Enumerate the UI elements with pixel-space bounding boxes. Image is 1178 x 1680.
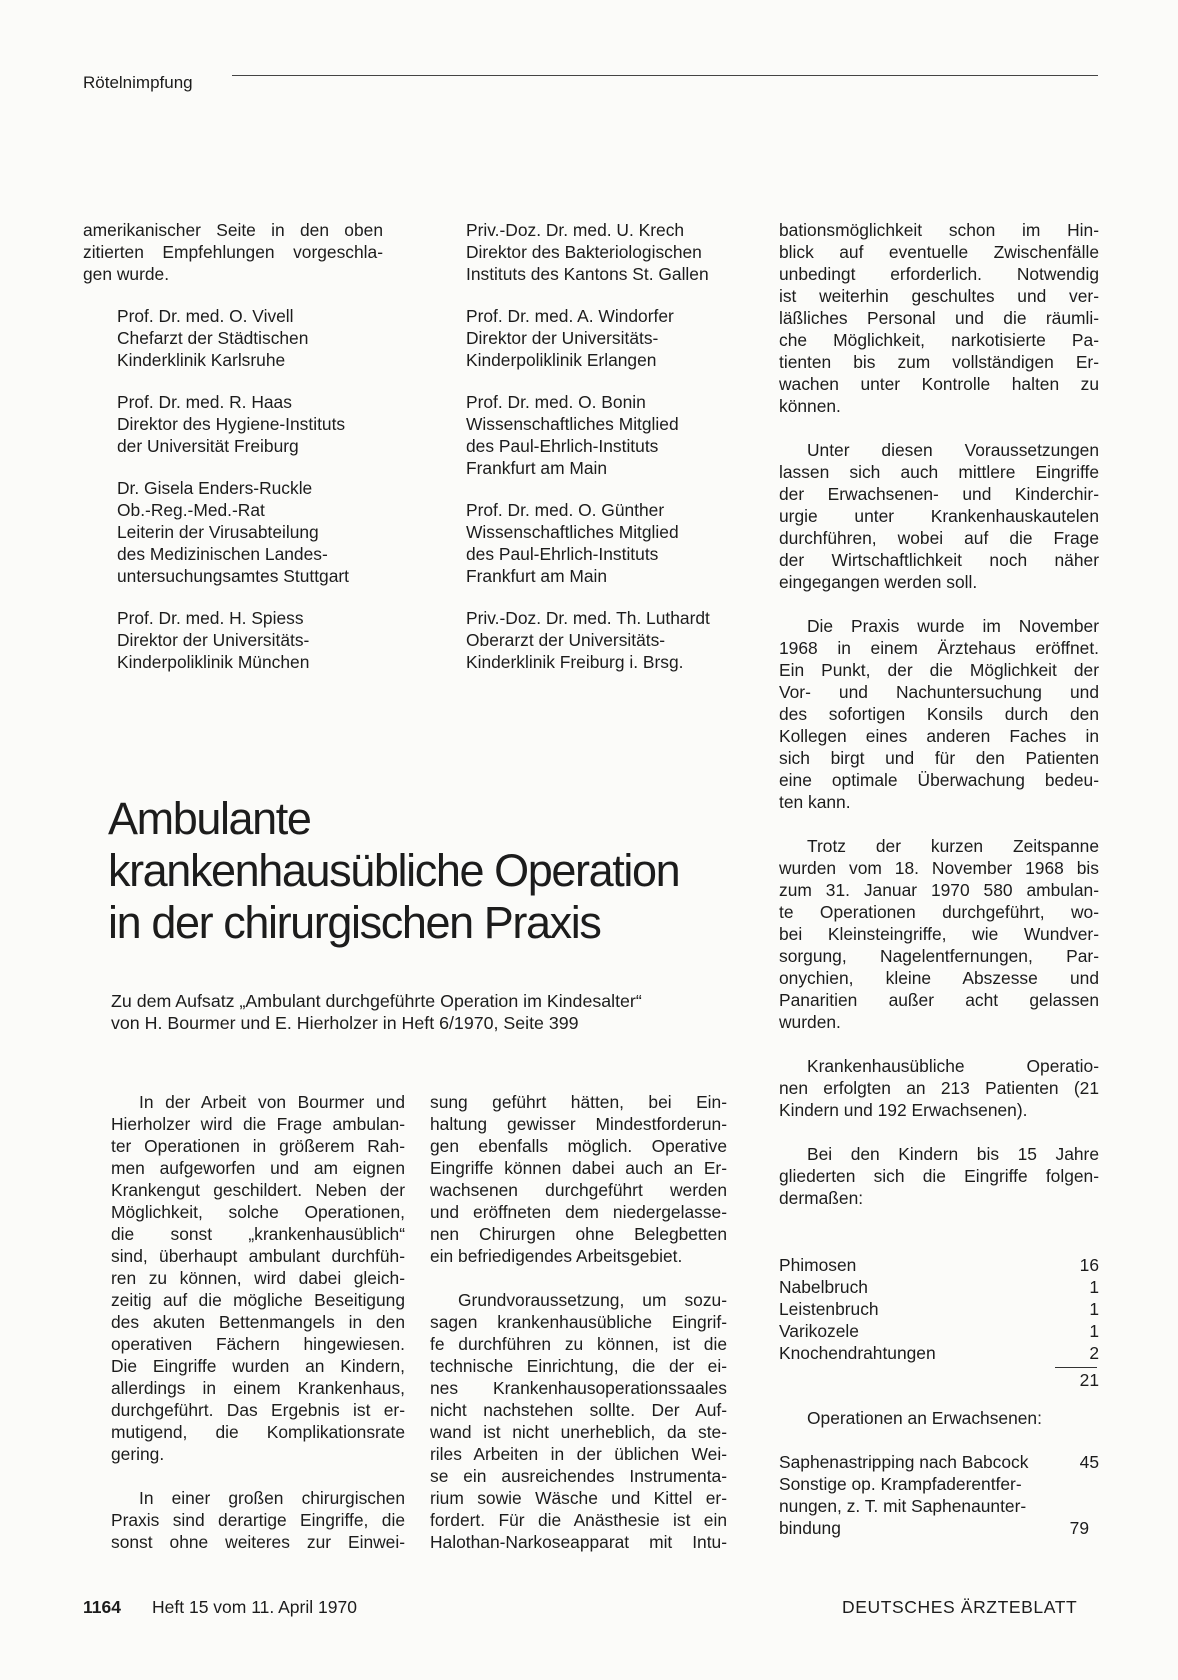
table-label: Varikozele	[779, 1321, 859, 1341]
table-row	[779, 1451, 1099, 1473]
text-line: sorgung, Nagelentfernungen, Par-	[779, 946, 1099, 966]
table-label: Phimosen	[779, 1255, 857, 1275]
table-row	[779, 1517, 1099, 1539]
signatory-block	[466, 607, 756, 673]
signatory-line: Kinderklinik Freiburg i. Brsg.	[466, 652, 684, 672]
text-line: Krankengut geschildert. Neben der	[111, 1180, 405, 1200]
signatory-line: Leiterin der Virusabteilung	[117, 522, 319, 542]
adults-heading: Operationen an Erwachsenen:	[807, 1408, 1042, 1428]
signatory-line: Kinderpoliklinik München	[117, 652, 310, 672]
text-line: blick auf eventuelle Zwischenfälle	[779, 242, 1099, 262]
text-line: In der Arbeit von Bourmer und	[139, 1092, 405, 1112]
text-line: sich birgt und für den Patienten	[779, 748, 1099, 768]
table-value: 16	[1079, 1255, 1099, 1275]
col3-body	[779, 219, 1099, 1209]
text-line: Eingriffe können dabei auch an Er-	[430, 1158, 727, 1178]
text-line: technische Einrichtung, die der ei-	[430, 1356, 727, 1376]
title-line: in der chirurgischen Praxis	[108, 897, 601, 948]
adults-list	[779, 1451, 1099, 1539]
table-value: 79	[1069, 1518, 1089, 1538]
paragraph	[430, 1289, 727, 1553]
signatory-line: Kinderpoliklinik Erlangen	[466, 350, 657, 370]
text-line: durchgeführt. Das Ergebnis ist er-	[111, 1400, 405, 1420]
signatory-block	[83, 607, 383, 673]
table-label: bindung	[779, 1518, 841, 1538]
table-label: Knochendrahtungen	[779, 1343, 936, 1363]
text-line: gen ebenfalls möglich. Operative	[430, 1136, 727, 1156]
text-line: fordert. Für die Anästhesie ist ein	[430, 1510, 727, 1530]
text-line: Grundvoraussetzung, um sozu-	[458, 1290, 727, 1310]
text-line: der Wirtschaftlichkeit noch näher	[779, 550, 1099, 570]
journal-name: DEUTSCHES ÄRZTEBLATT	[842, 1597, 1078, 1617]
signatory-line: Chefarzt der Städtischen	[117, 328, 309, 348]
signatory-block	[466, 391, 756, 479]
text-line: sung geführt hätten, bei Ein-	[430, 1092, 727, 1112]
signatory-line: Direktor der Universitäts-	[117, 630, 310, 650]
sum-rule	[1055, 1367, 1097, 1368]
text-line: die sonst „krankenhausüblich“	[111, 1224, 405, 1244]
text-line: nen erfolgten an 213 Patienten (21	[779, 1078, 1099, 1098]
text-line: ein befriedigendes Arbeitsgebiet.	[430, 1246, 683, 1266]
issue-info: Heft 15 vom 11. April 1970	[152, 1597, 357, 1617]
text-line: fe durchführen zu können, ist die	[430, 1334, 727, 1354]
paragraph	[779, 439, 1099, 593]
text-line: Unter diesen Voraussetzungen	[807, 440, 1099, 460]
paragraph	[779, 1055, 1099, 1121]
text-line: gen wurde.	[83, 264, 170, 284]
text-line: der Erwachsenen- und Kinderchir-	[779, 484, 1099, 504]
text-line: tienten bis zum vollständigen Er-	[779, 352, 1099, 372]
table-label: nungen, z. T. mit Saphenaunter-	[779, 1496, 1027, 1516]
text-line: mutigend, die Komplikationsrate	[111, 1422, 405, 1442]
text-line: Krankenhausübliche Operatio-	[807, 1056, 1099, 1076]
text-line: Vor- und Nachuntersuchung und	[779, 682, 1099, 702]
text-line: und eröffneten dem niedergelasse-	[430, 1202, 727, 1222]
table-label: Nabelbruch	[779, 1277, 868, 1297]
text-line: Halothan-Narkoseapparat mit Intu-	[430, 1532, 727, 1552]
text-line: bationsmöglichkeit schon im Hin-	[779, 220, 1099, 240]
signatory-block	[83, 305, 383, 371]
text-line: che Möglichkeit, narkotisierte Pa-	[779, 330, 1099, 350]
text-line: Panaritien außer acht gelassen	[779, 990, 1099, 1010]
text-line: se ein ausreichendes Instrumenta-	[430, 1466, 727, 1486]
text-line: wachsenen durchgeführt werden	[430, 1180, 727, 1200]
article-subtitle	[111, 990, 751, 1034]
paragraph	[430, 1091, 727, 1267]
text-line: te Operationen durchgeführt, wo-	[779, 902, 1099, 922]
signatory-line: des Paul-Ehrlich-Instituts	[466, 544, 659, 564]
text-line: Ein Punkt, der die Möglichkeit der	[779, 660, 1099, 680]
text-line: unbedingt erforderlich. Notwendig	[779, 264, 1099, 284]
text-line: In einer großen chirurgischen	[139, 1488, 405, 1508]
text-line: 1968 in einem Ärztehaus eröffnet.	[779, 638, 1099, 658]
text-line: sonst ohne weiteres zur Einwei-	[111, 1532, 405, 1552]
table-row	[779, 1254, 1099, 1276]
text-line: wand ist nicht unerheblich, da ste-	[430, 1422, 727, 1442]
text-line: können.	[779, 396, 841, 416]
text-line: gering.	[111, 1444, 165, 1464]
signatory-line: Prof. Dr. med. O. Bonin	[466, 392, 646, 412]
paragraph	[111, 1091, 405, 1465]
text-line: nes Krankenhausoperationssaales	[430, 1378, 727, 1398]
header-rule	[232, 75, 1098, 76]
col2-body	[430, 1091, 727, 1553]
signatory-line: Prof. Dr. med. A. Windorfer	[466, 306, 674, 326]
table-label: Sonstige op. Krampfaderentfer-	[779, 1474, 1022, 1494]
text-line: wurden vom 18. November 1968 bis	[779, 858, 1099, 878]
text-line: nen Chirurgen ohne Belegbetten	[430, 1224, 727, 1244]
text-line: riles Arbeiten in der üblichen Wei-	[430, 1444, 727, 1464]
table-value: 45	[1079, 1452, 1099, 1472]
text-line: Hierholzer wird die Frage ambulan-	[111, 1114, 405, 1134]
signatory-line: des Medizinischen Landes-	[117, 544, 328, 564]
text-line: ten kann.	[779, 792, 851, 812]
text-line: zitierten Empfehlungen vorgeschla-	[83, 242, 383, 262]
text-line: Möglichkeit, solche Operationen,	[111, 1202, 405, 1222]
article-title	[108, 793, 748, 949]
running-head: Rötelnimpfung	[83, 73, 193, 92]
signatory-line: Direktor des Bakteriologischen	[466, 242, 702, 262]
signatory-line: Wissenschaftliches Mitglied	[466, 522, 679, 542]
signatory-line: der Universität Freiburg	[117, 436, 299, 456]
table-row	[779, 1473, 1099, 1495]
text-line: Kindern und 192 Erwachsenen).	[779, 1100, 1028, 1120]
text-line: amerikanischer Seite in den oben	[83, 220, 383, 240]
signatory-line: Direktor der Universitäts-	[466, 328, 659, 348]
text-line: durchführen, wobei auf die Frage	[779, 528, 1099, 548]
signatory-line: Oberarzt der Universitäts-	[466, 630, 666, 650]
table-row	[779, 1342, 1099, 1364]
table-value: 1	[1089, 1321, 1099, 1341]
text-line: läßliches Personal und die räumli-	[779, 308, 1099, 328]
text-line: ter Operationen in größerem Rah-	[111, 1136, 405, 1156]
title-line: krankenhausübliche Operation	[108, 845, 680, 896]
table-label: Leistenbruch	[779, 1299, 879, 1319]
text-line: wachen unter Kontrolle halten zu	[779, 374, 1099, 394]
signatory-block	[83, 391, 383, 457]
signatory-line: Instituts des Kantons St. Gallen	[466, 264, 709, 284]
text-line: Die Eingriffe wurden an Kindern,	[111, 1356, 405, 1376]
page-number: 1164	[83, 1597, 121, 1617]
table-row	[779, 1298, 1099, 1320]
children-operations-table	[779, 1254, 1099, 1539]
table-label: Saphenastripping nach Babcock	[779, 1452, 1029, 1472]
text-line: gliederten sich die Eingriffe folgen-	[779, 1166, 1099, 1186]
text-line: wurden.	[779, 1012, 841, 1032]
text-line: Praxis sind derartige Eingriffe, die	[111, 1510, 405, 1530]
table-row	[779, 1495, 1099, 1517]
text-line: Kollegen eines anderen Faches in	[779, 726, 1099, 746]
signatory-block	[83, 477, 383, 587]
signatory-line: Frankfurt am Main	[466, 566, 608, 586]
text-line: sagen krankenhausübliche Eingrif-	[430, 1312, 727, 1332]
signatory-line: untersuchungsamtes Stuttgart	[117, 566, 350, 586]
paragraph	[111, 1487, 405, 1553]
table-value: 1	[1089, 1299, 1099, 1319]
table-value: 2	[1089, 1343, 1099, 1363]
table-row	[779, 1276, 1099, 1298]
title-line: Ambulante	[108, 793, 311, 844]
signatory-line: Prof. Dr. med. O. Vivell	[117, 306, 294, 326]
text-line: Trotz der kurzen Zeitspanne	[807, 836, 1099, 856]
signatory-block	[466, 219, 756, 285]
table-row	[779, 1320, 1099, 1342]
text-line: rium sowie Wäsche und Kittel er-	[430, 1488, 727, 1508]
signatory-block	[466, 499, 756, 587]
text-line: onychien, kleine Abszesse und	[779, 968, 1099, 988]
text-line: men aufgeworfen und am eignen	[111, 1158, 405, 1178]
text-line: des akuten Bettenmangels in den	[111, 1312, 405, 1332]
signatory-line: Priv.-Doz. Dr. med. Th. Luthardt	[466, 608, 710, 628]
subtitle-line: von H. Bourmer und E. Hierholzer in Heft 6/1970, Seite 399	[111, 1013, 579, 1033]
col1-body	[111, 1091, 405, 1553]
text-line: nicht nachstehen sollte. Der Auf-	[430, 1400, 727, 1420]
paragraph	[779, 835, 1099, 1033]
col2-top	[466, 219, 756, 673]
text-line: bei Kleinsteingriffe, wie Wundver-	[779, 924, 1099, 944]
text-line: zeitig auf die mögliche Beseitigung	[111, 1290, 405, 1310]
signatory-block	[466, 305, 756, 371]
text-line: ist weiterhin geschultes und ver-	[779, 286, 1099, 306]
signatory-line: Prof. Dr. med. H. Spiess	[117, 608, 304, 628]
text-line: sind, überhaupt ambulant durchfüh-	[111, 1246, 405, 1266]
text-line: operativen Fächern hingewiesen.	[111, 1334, 405, 1354]
paragraph	[779, 219, 1099, 417]
text-line: dermaßen:	[779, 1188, 864, 1208]
signatory-line: Prof. Dr. med. O. Günther	[466, 500, 665, 520]
text-line: Die Praxis wurde im November	[807, 616, 1099, 636]
table-value: 1	[1089, 1277, 1099, 1297]
signatory-line: Prof. Dr. med. R. Haas	[117, 392, 292, 412]
text-line: eingegangen werden soll.	[779, 572, 978, 592]
signatory-line: Dr. Gisela Enders-Ruckle	[117, 478, 313, 498]
table-total: 21	[1079, 1370, 1099, 1390]
paragraph	[779, 1143, 1099, 1209]
signatory-line: Wissenschaftliches Mitglied	[466, 414, 679, 434]
paragraph	[779, 615, 1099, 813]
signatory-line: Kinderklinik Karlsruhe	[117, 350, 286, 370]
previous-article-ending	[83, 219, 383, 285]
col1-top	[83, 219, 383, 673]
text-line: zum 31. Januar 1970 580 ambulan-	[779, 880, 1099, 900]
signatory-line: Frankfurt am Main	[466, 458, 608, 478]
text-line: eine optimale Überwachung bedeu-	[779, 770, 1099, 790]
text-line: des sofortigen Konsils durch den	[779, 704, 1099, 724]
text-line: urgie unter Krankenhauskautelen	[779, 506, 1099, 526]
signatory-line: des Paul-Ehrlich-Instituts	[466, 436, 659, 456]
text-line: Bei den Kindern bis 15 Jahre	[807, 1144, 1099, 1164]
text-line: ren zu können, wird dabei gleich-	[111, 1268, 405, 1288]
signatory-line: Priv.-Doz. Dr. med. U. Krech	[466, 220, 685, 240]
signatory-line: Ob.-Reg.-Med.-Rat	[117, 500, 265, 520]
text-line: allerdings in einem Krankenhaus,	[111, 1378, 405, 1398]
text-line: haltung gewisser Mindestforderun-	[430, 1114, 727, 1134]
text-line: lassen sich auch mittlere Eingriffe	[779, 462, 1099, 482]
subtitle-line: Zu dem Aufsatz „Ambulant durchgeführte Operation im Kindesalter“	[111, 991, 642, 1011]
signatory-line: Direktor des Hygiene-Instituts	[117, 414, 346, 434]
